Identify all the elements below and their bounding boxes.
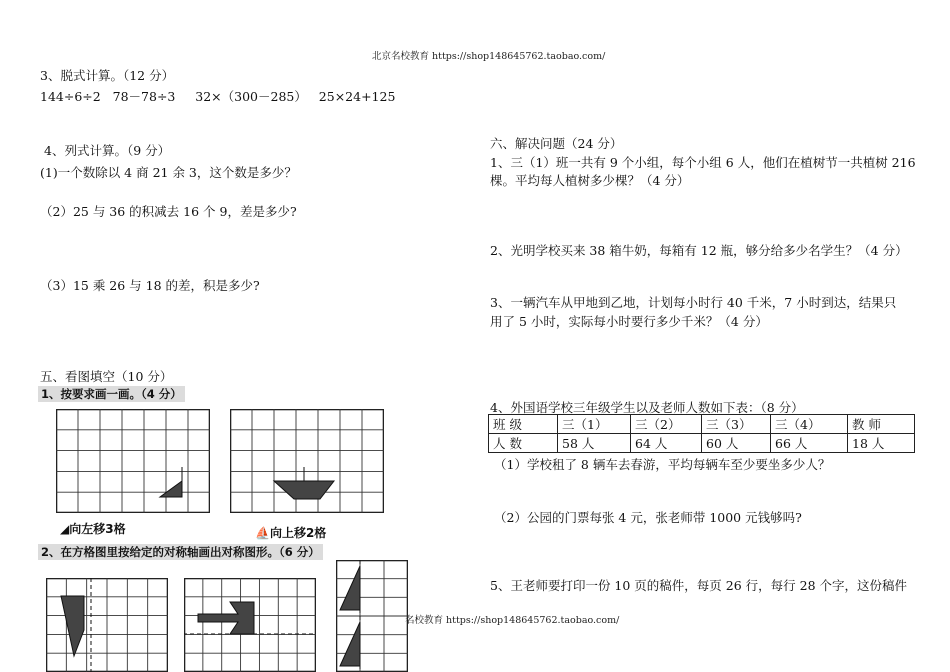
table-cell: 三（2）: [631, 415, 702, 434]
expr-4: 25×24+125: [318, 89, 396, 104]
table-cell: 人 数: [489, 434, 558, 453]
section6-title: 六、解决问题（24 分）: [490, 136, 623, 151]
flag-icon: ◢: [60, 522, 70, 536]
section4-title: 4、列式计算。（9 分）: [44, 143, 171, 158]
expr-1: 144÷6÷2: [40, 89, 101, 104]
expr-3: 32×（300－285）: [195, 89, 307, 104]
problem4-sub1: （1）学校租了 8 辆车去春游，平均每辆车至少要坐多少人？: [494, 457, 831, 472]
table-cell: 18 人: [848, 434, 915, 453]
problem3-line2: 用了 5 小时，实际每小时要行多少千米？（4 分）: [490, 314, 768, 329]
symmetry-shape-1: [61, 596, 84, 656]
table-cell: 教 师: [848, 415, 915, 434]
section4-q3: （3）15 乘 26 与 18 的差，积是多少?: [40, 278, 260, 293]
section3-expressions: [40, 87, 395, 105]
arrow-shape: [198, 602, 254, 634]
problem4-title: 4、外国语学校三年级学生以及老师人数如下表：（8 分）: [490, 400, 804, 415]
problem3-line1: 3、一辆汽车从甲地到乙地，计划每小时行 40 千米，7 小时到达，结果只: [490, 295, 897, 310]
problem2: 2、光明学校买来 38 箱牛奶，每箱有 12 瓶，够分给多少名学生？（4 分）: [490, 243, 908, 258]
triangle-shape-top: [340, 566, 360, 610]
table-cell: 64 人: [631, 434, 702, 453]
problem1-line2: 棵。平均每人植树多少棵？（4 分）: [490, 173, 690, 188]
boat-shape: [274, 481, 334, 499]
grid-symmetry-2: [184, 578, 316, 672]
grid-symmetry-1: [46, 578, 168, 672]
problem1-line1: 1、三（1）班一共有 9 个小组，每个小组 6 人，他们在植树节一共植树 216: [490, 155, 916, 170]
section4-q2: （2）25 与 36 的积减去 16 个 9，差是多少?: [40, 204, 297, 219]
triangle-shape-bottom: [340, 622, 360, 666]
page-footer: 名校教育 https://shop148645762.taobao.com/: [405, 615, 620, 626]
table-cell: 60 人: [702, 434, 771, 453]
grid-translate-up: [230, 409, 384, 513]
problem4-sub2: （2）公园的门票每张 4 元，张老师带 1000 元钱够吗?: [494, 510, 802, 525]
student-count-table: [488, 414, 915, 453]
problem5: 5、王老师要打印一份 10 页的稿件，每页 26 行，每行 28 个字，这份稿件: [490, 578, 908, 593]
table-cell: 三（3）: [702, 415, 771, 434]
caption-move-left: ◢向左移3格: [60, 522, 126, 536]
table-cell: 班 级: [489, 415, 558, 434]
table-row: [489, 434, 915, 453]
table-cell: 58 人: [558, 434, 631, 453]
table-cell: 三（4）: [771, 415, 848, 434]
caption-move-up: ⛵向上移2格: [255, 526, 327, 540]
section5-sub2: 2、在方格图里按给定的对称轴画出对称图形。（6 分）: [38, 544, 323, 560]
section3-title: 3、脱式计算。（12 分）: [40, 68, 175, 83]
table-row: [489, 415, 915, 434]
page-header: 北京名校教育 https://shop148645762.taobao.com/: [372, 51, 606, 62]
section4-q1: (1)一个数除以 4 商 21 余 3，这个数是多少？: [40, 165, 297, 180]
table-cell: 三（1）: [558, 415, 631, 434]
table-cell: 66 人: [771, 434, 848, 453]
section5-title: 五、看图填空（10 分）: [40, 369, 173, 384]
grid-symmetry-3: [336, 560, 408, 672]
section5-sub1: 1、按要求画一画。（4 分）: [38, 386, 185, 402]
grid-translate-left: [56, 409, 210, 513]
expr-2: 78－78÷3: [112, 89, 176, 104]
boat-icon: ⛵: [255, 526, 270, 540]
